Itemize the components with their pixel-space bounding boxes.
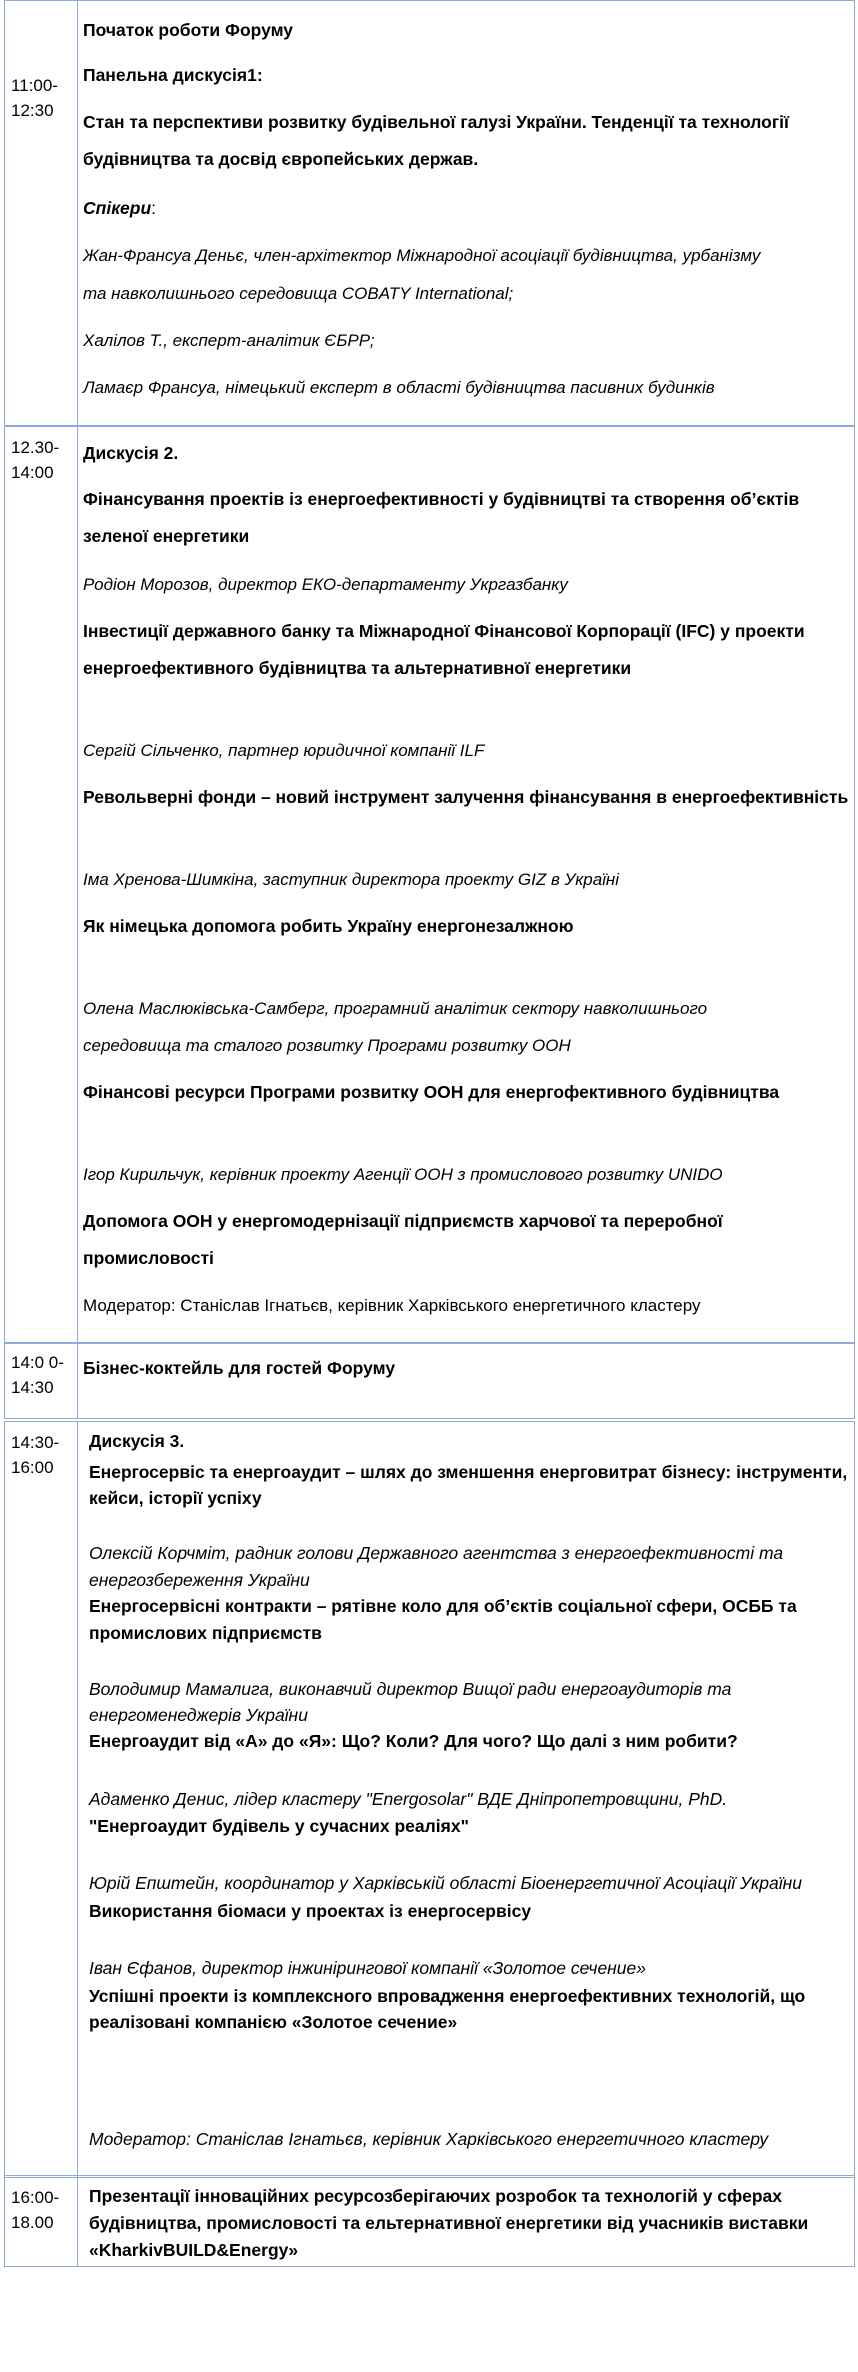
panel-title: Панельна дискусія1: bbox=[83, 65, 263, 85]
speakers-heading bbox=[83, 196, 848, 221]
talk-title-line: Енергосервісні контракти – рятівне коло для об’єктів соціальної сфери, ОСББ та bbox=[89, 1596, 797, 1616]
agenda-row-5 bbox=[4, 2175, 855, 2267]
speaker-line: Ігор Кирильчук, керівник проекту Агенції ООН з промислового розвитку UNIDO bbox=[83, 1165, 723, 1184]
speaker-line: середовища та сталого розвитку Програми розвитку ООН bbox=[83, 1036, 571, 1055]
column-divider bbox=[77, 1422, 78, 2177]
talk-title-line: промислових підприємств bbox=[89, 1623, 322, 1643]
time-start: 14:0 0- bbox=[11, 1353, 64, 1372]
speaker-line: Жан-Франсуа Деньє, член-архітектор Міжнародної асоціації будівництва, урбанізму bbox=[83, 246, 761, 265]
event-title: Бізнес-коктейль для гостей Форуму bbox=[83, 1358, 396, 1378]
time-end: 14:00 bbox=[11, 463, 54, 482]
speaker-line: Родіон Морозов, директор ЕКО-департаменту Укргазбанку bbox=[83, 575, 568, 594]
agenda-row-1 bbox=[4, 0, 855, 426]
column-divider bbox=[77, 1, 78, 425]
speaker-line: Адаменко Денис, лідер кластеру "Energosolar" ВДЕ Дніпропетровщини, PhD. bbox=[89, 1789, 728, 1809]
time-start: 12.30- bbox=[11, 438, 60, 457]
forum-start: Початок роботи Форуму bbox=[83, 20, 294, 40]
agenda-row-2 bbox=[4, 426, 855, 1343]
moderator-line: Модератор: Станіслав Ігнатьєв, керівник Харківського енергетичного кластеру bbox=[89, 2129, 769, 2149]
time-slot bbox=[11, 435, 59, 485]
presentation-title-line: Презентації інноваційних ресурсозберігаючих розробок та технологій у сферах bbox=[89, 2186, 782, 2206]
time-slot bbox=[11, 73, 58, 123]
speaker-line: енергоменеджерів України bbox=[89, 1705, 308, 1725]
time-slot bbox=[11, 1430, 59, 1480]
talk-title-line: Використання біомаси у проектах із енергосервісу bbox=[89, 1901, 532, 1921]
talk-title-line: Фінансові ресурси Програми розвитку ООН для енергофективного будівництва bbox=[83, 1082, 780, 1102]
time-slot bbox=[11, 2185, 59, 2235]
talk-title-line: Успішні проекти із комплексного впровадження енергоефективних технологій, що bbox=[89, 1986, 806, 2006]
speaker-line: Сергій Сільченко, партнер юридичної компанії ILF bbox=[83, 741, 485, 760]
agenda-row-4 bbox=[4, 1421, 855, 2178]
panel-topic-line: будівництва та досвід європейських держав. bbox=[83, 149, 479, 169]
speaker-line: Володимир Мамалига, виконавчий директор Вищої ради енергоаудиторів та bbox=[89, 1679, 732, 1699]
time-end: 18.00 bbox=[11, 2213, 54, 2232]
discussion-topic-line: Енергосервіс та енергоаудит – шлях до зменшення енерговитрат бізнесу: інструменти, bbox=[89, 1462, 848, 1482]
agenda-row-3 bbox=[4, 1343, 855, 1419]
presentation-title-line: «KharkivBUILD&Energy» bbox=[89, 2240, 299, 2260]
time-start: 14:30- bbox=[11, 1433, 60, 1452]
talk-title-line: реалізовані компанією «Золотое сечение» bbox=[89, 2012, 458, 2032]
talk-title-line: "Енергоаудит будівель у сучасних реаліях" bbox=[89, 1816, 469, 1836]
panel-topic-line: Стан та перспективи розвитку будівельної галузі України. Тенденції та технології bbox=[83, 112, 789, 132]
discussion-topic-line: зеленої енергетики bbox=[83, 526, 250, 546]
time-end: 16:00 bbox=[11, 1458, 54, 1477]
talk-title-line: Інвестиції державного банку та Міжнародної Фінансової Корпорації (IFC) у проекти bbox=[83, 621, 805, 641]
speaker-line: енергозбереження України bbox=[89, 1570, 310, 1590]
discussion-topic-line: кейси, історії успіху bbox=[89, 1488, 262, 1508]
presentation-title-line: будівництва, промисловості та ельтернативної енергетики від учасників виставки bbox=[89, 2213, 809, 2233]
speaker-line: та навколишнього середовища COBATY International; bbox=[83, 284, 514, 303]
time-slot bbox=[11, 1350, 64, 1400]
speakers-colon: : bbox=[151, 198, 157, 218]
discussion-title: Дискусія 3. bbox=[89, 1431, 185, 1451]
column-divider bbox=[77, 2176, 78, 2266]
speaker-line: Халілов Т., експерт-аналітик ЄБРР; bbox=[83, 331, 375, 350]
talk-title-line: Допомога ООН у енергомодернізації підприємств харчової та переробної bbox=[83, 1211, 723, 1231]
talk-title-line: промисловості bbox=[83, 1248, 214, 1268]
time-end: 14:30 bbox=[11, 1378, 54, 1397]
talk-title-line: Як німецька допомога робить Україну енергонезалжною bbox=[83, 916, 574, 936]
discussion-topic-line: Фінансування проектів із енергоефективності у будівництві та створення об’єктів bbox=[83, 489, 800, 509]
time-start: 16:00- bbox=[11, 2188, 60, 2207]
talk-title-line: енергоефективного будівництва та альтернативної енергетики bbox=[83, 658, 632, 678]
speaker-line: Юрій Епштейн, координатор у Харківській області Біоенергетичної Асоціації України bbox=[89, 1873, 802, 1893]
talk-title-line: Енергоаудит від «А» до «Я»: Що? Коли? Для чого? Що далі з ним робити? bbox=[89, 1731, 738, 1751]
time-start: 11:00- bbox=[11, 76, 58, 95]
talk-title-line: Револьверні фонди – новий інструмент залучення фінансування в енергоефективність bbox=[83, 787, 849, 807]
speaker-line: Олексій Корчміт, радник голови Державного агентства з енергоефективності та bbox=[89, 1543, 784, 1563]
speaker-line: Олена Маслюківська-Самберг, програмний аналітик сектору навколишнього bbox=[83, 999, 708, 1018]
discussion-title: Дискусія 2. bbox=[83, 443, 179, 463]
speaker-line: Ламаєр Франсуа, німецький експерт в області будівництва пасивних будинків bbox=[83, 378, 715, 397]
speakers-label: Спікери bbox=[83, 198, 152, 218]
moderator-line: Модератор: Станіслав Ігнатьєв, керівник Харківського енергетичного кластеру bbox=[83, 1296, 701, 1315]
speaker-line: Іма Хренова-Шимкіна, заступник директора проекту GIZ в Україні bbox=[83, 870, 620, 889]
column-divider bbox=[77, 427, 78, 1342]
speaker-line: Іван Єфанов, директор інжинірингової компанії «Золотое сечение» bbox=[89, 1958, 647, 1978]
column-divider bbox=[77, 1344, 78, 1418]
time-end: 12:30 bbox=[11, 101, 54, 120]
